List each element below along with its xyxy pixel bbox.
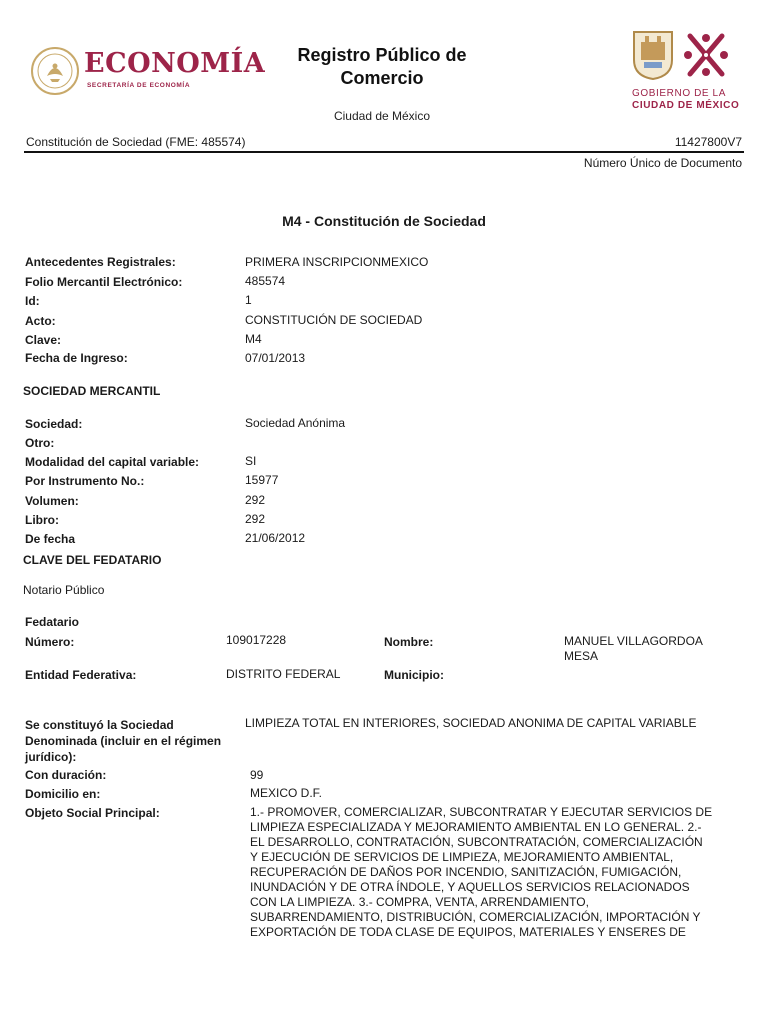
de-fecha-label: De fecha	[25, 532, 76, 546]
libro-value: 292	[245, 512, 266, 526]
acto-label: Acto:	[25, 314, 56, 328]
domicilio-label: Domicilio en:	[25, 787, 101, 801]
otro-label: Otro:	[25, 436, 55, 450]
municipio-label: Municipio:	[384, 668, 444, 682]
numero-label: Número:	[25, 635, 75, 649]
section-title: M4 - Constitución de Sociedad	[282, 213, 486, 229]
modalidad-label: Modalidad del capital variable:	[25, 455, 200, 469]
instrumento-value: 15977	[245, 473, 279, 487]
title-line-1: Registro Público de	[297, 45, 467, 65]
numero-value: 109017228	[226, 633, 287, 647]
objeto-line: CON LA LIMPIEZA. 3.- COMPRA, VENTA, ARRENDAMIENTO,	[250, 895, 589, 909]
page-title	[270, 44, 494, 90]
antecedentes-value: PRIMERA INSCRIPCIONMEXICO	[245, 255, 429, 269]
objeto-line: Y EJECUCIÓN DE SERVICIOS DE LIMPIEZA, MEJORAMIENTO AMBIENTAL,	[250, 850, 674, 864]
objeto-line: LIMPIEZA ESPECIALIZADA Y MEJORAMIENTO AMBIENTAL EN LO GENERAL. 2.-	[250, 820, 702, 834]
cdmx-emblem-icon	[682, 30, 730, 80]
folio-value: 485574	[245, 274, 286, 288]
economia-subtitle: SECRETARÍA DE ECONOMÍA	[87, 82, 191, 89]
cdmx-wordmark	[632, 88, 739, 112]
denominacion-label-line-2: Denominada (incluir en el régimen	[25, 734, 222, 748]
modalidad-value: SI	[245, 454, 257, 468]
economia-logo	[30, 46, 266, 102]
folio-label: Folio Mercantil Electrónico:	[25, 275, 183, 289]
cdmx-shield-icon	[632, 30, 674, 80]
document-number-label: Número Único de Documento	[583, 156, 742, 170]
cdmx-logo	[620, 30, 740, 120]
document-type: Constitución de Sociedad (FME: 485574)	[26, 135, 246, 149]
sociedad-value: Sociedad Anónima	[245, 416, 346, 430]
entidad-value: DISTRITO FEDERAL	[226, 667, 341, 681]
page-subtitle: Ciudad de México	[333, 109, 431, 123]
denominacion-label-line-1: Se constituyó la Sociedad	[25, 718, 174, 732]
objeto-line: INUNDACIÓN Y DE OTRA ÍNDOLE, Y AQUELLOS SERVICIOS RELACIONADOS	[250, 880, 690, 894]
id-label: Id:	[25, 294, 40, 308]
title-line-2: Comercio	[340, 68, 424, 88]
entidad-label: Entidad Federativa:	[25, 668, 137, 682]
fecha-ingreso-value: 07/01/2013	[245, 351, 306, 365]
sociedad-label: Sociedad:	[25, 417, 83, 431]
nombre-value-line-1: MANUEL VILLAGORDOA	[564, 634, 703, 648]
clave-fedatario-heading: CLAVE DEL FEDATARIO	[23, 553, 162, 567]
denominacion-value: LIMPIEZA TOTAL EN INTERIORES, SOCIEDAD ANONIMA DE CAPITAL VARIABLE	[245, 716, 697, 730]
libro-label: Libro:	[25, 513, 59, 527]
fedatario-subheading: Fedatario	[25, 615, 80, 629]
objeto-line: EXPORTACIÓN DE TODA CLASE DE EQUIPOS, MATERIALES Y ENSERES DE	[250, 925, 686, 939]
instrumento-label: Por Instrumento No.:	[25, 474, 145, 488]
economia-wordmark: ECONOMÍA	[84, 48, 266, 79]
cdmx-line-1: GOBIERNO DE LA	[632, 88, 726, 99]
objeto-line: 1.- PROMOVER, COMERCIALIZAR, SUBCONTRATAR Y EJECUTAR SERVICIOS DE	[250, 805, 713, 819]
objeto-line: SUBARRENDAMIENTO, DISTRIBUCIÓN, COMERCIALIZACIÓN, IMPORTACIÓN Y	[250, 910, 701, 924]
acto-value: CONSTITUCIÓN DE SOCIEDAD	[245, 313, 423, 327]
sociedad-mercantil-heading: SOCIEDAD MERCANTIL	[23, 384, 161, 398]
volumen-value: 292	[245, 493, 266, 507]
clave-label: Clave:	[25, 333, 62, 347]
document-number: 11427800V7	[674, 135, 742, 149]
objeto-line: EL DESARROLLO, CONTRATACIÓN, SUBCONTRATACIÓN, COMERCIALIZACIÓN	[250, 835, 703, 849]
domicilio-value: MEXICO D.F.	[250, 786, 323, 800]
objeto-label: Objeto Social Principal:	[25, 806, 160, 820]
id-value: 1	[245, 293, 252, 307]
denominacion-label	[25, 717, 240, 765]
objeto-line: RECUPERACIÓN DE DAÑOS POR INCENDIO, SANITIZACIÓN, FUMIGACIÓN,	[250, 865, 682, 879]
duracion-value: 99	[250, 768, 264, 782]
duracion-label: Con duración:	[25, 768, 107, 782]
nombre-value	[564, 634, 703, 664]
header-divider	[24, 151, 744, 153]
nombre-value-line-2: MESA	[564, 649, 599, 663]
fedatario-tipo: Notario Público	[23, 583, 105, 597]
antecedentes-label: Antecedentes Registrales:	[25, 255, 176, 269]
volumen-label: Volumen:	[25, 494, 79, 508]
objeto-value	[250, 805, 750, 940]
de-fecha-value: 21/06/2012	[245, 531, 306, 545]
mexico-seal-icon	[30, 46, 80, 96]
cdmx-line-2: CIUDAD DE MÉXICO	[632, 100, 740, 111]
denominacion-label-line-3: jurídico):	[25, 750, 77, 764]
fecha-ingreso-label: Fecha de Ingreso:	[25, 351, 128, 365]
nombre-label: Nombre:	[384, 635, 434, 649]
clave-value: M4	[245, 332, 262, 346]
